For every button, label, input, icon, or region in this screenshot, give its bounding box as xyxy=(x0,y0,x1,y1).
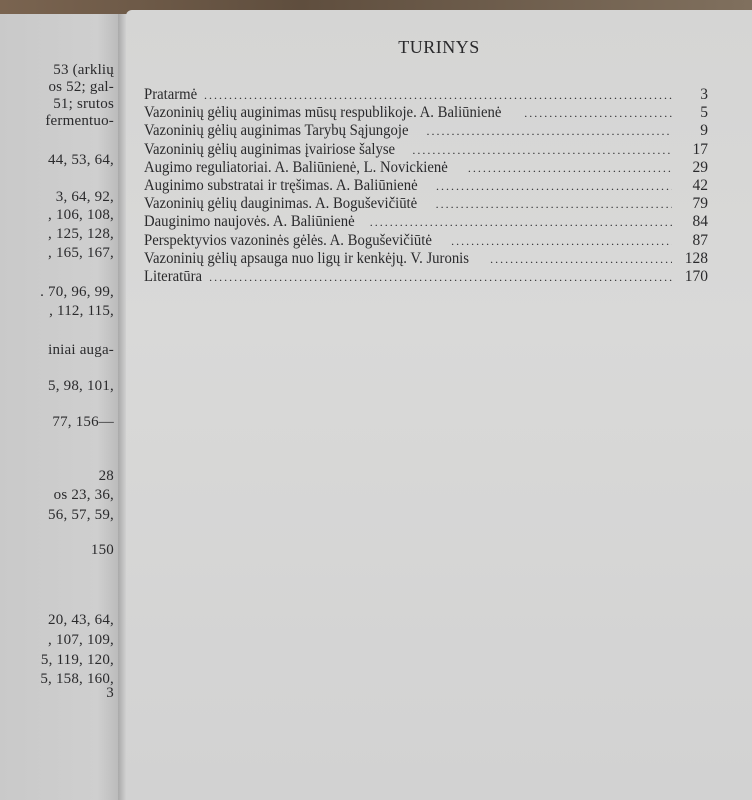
toc-entry-page: 128 xyxy=(684,249,708,267)
leader-dots xyxy=(451,232,672,250)
leader-dots xyxy=(524,104,672,122)
leader-dots xyxy=(426,122,672,140)
toc-entry-title: Vazoninių gėlių auginimas mūsų respublikoje. A. Baliūnienė xyxy=(144,104,502,122)
toc-entry xyxy=(144,177,708,195)
right-page xyxy=(126,10,752,800)
index-line: . 70, 96, 99, xyxy=(40,284,114,300)
toc-entry-title: Auginimo substratai ir tręšimas. A. Baliūnienė xyxy=(144,176,418,194)
leader-dots xyxy=(412,141,672,159)
index-line: , 112, 115, xyxy=(49,303,114,319)
index-line: 77, 156— xyxy=(52,414,114,430)
toc-entry-title: Literatūra xyxy=(144,267,203,285)
toc-entry-title: Dauginimo naujovės. A. Baliūnienė xyxy=(144,213,355,231)
toc-entry-page: 42 xyxy=(692,176,708,194)
toc-entry xyxy=(144,104,708,122)
index-line: 51; srutos xyxy=(53,96,114,112)
index-line: , 165, 167, xyxy=(48,245,114,261)
index-line: , 106, 108, xyxy=(48,207,114,223)
toc-entry-page: 5 xyxy=(700,104,708,122)
index-line: 3, 64, 92, xyxy=(55,189,114,205)
toc-entry xyxy=(144,195,708,213)
index-line: 5, 98, 101, xyxy=(48,378,114,394)
left-page xyxy=(0,14,122,800)
toc-entry-page: 9 xyxy=(700,122,708,140)
index-line: os 23, 36, xyxy=(53,487,114,503)
toc-entry-page: 29 xyxy=(692,158,708,176)
index-line: 56, 57, 59, xyxy=(48,507,114,523)
toc-entry-title: Vazoninių gėlių dauginimas. A. Boguševičiūtė xyxy=(144,195,418,213)
index-line: 5, 158, 160, xyxy=(40,671,114,687)
leader-dots xyxy=(436,177,672,195)
toc-entry xyxy=(144,86,708,104)
leader-dots xyxy=(490,250,672,268)
index-line: 3 xyxy=(106,685,114,701)
toc-entry-page: 17 xyxy=(692,140,708,158)
index-line: 28 xyxy=(98,468,114,484)
toc-entry-title: Vazoninių gėlių auginimas įvairiose šalyse xyxy=(144,140,396,158)
toc-entry-title: Perspektyvios vazoninės gėlės. A. Boguševičiūtė xyxy=(144,231,432,249)
index-line: fermentuo- xyxy=(45,113,114,129)
page-title: TURINYS xyxy=(398,37,480,57)
toc-entry xyxy=(144,159,708,177)
toc-entry xyxy=(144,250,708,268)
toc-entry-page: 170 xyxy=(684,267,708,285)
toc-entry-title: Vazoninių gėlių apsauga nuo ligų ir kenkėjų. V. Juronis xyxy=(144,249,470,267)
leader-dots xyxy=(209,268,672,286)
toc-entry-page: 79 xyxy=(692,195,708,213)
table-of-contents xyxy=(144,86,708,286)
index-line: 150 xyxy=(90,542,114,558)
toc-entry-page: 3 xyxy=(700,86,708,103)
index-line: , 107, 109, xyxy=(48,632,114,648)
index-line: 44, 53, 64, xyxy=(48,152,114,168)
toc-entry xyxy=(144,268,708,286)
toc-entry xyxy=(144,232,708,250)
index-line: , 125, 128, xyxy=(48,226,114,242)
toc-entry xyxy=(144,213,708,231)
leader-dots xyxy=(468,159,672,177)
index-line: os 52; gal- xyxy=(48,79,114,95)
index-line: iniai auga- xyxy=(48,342,114,358)
toc-entry-page: 84 xyxy=(692,213,708,231)
toc-entry xyxy=(144,122,708,140)
leader-dots xyxy=(204,86,672,104)
index-line: 53 (arklių xyxy=(53,62,114,78)
toc-entry xyxy=(144,141,708,159)
leader-dots xyxy=(370,213,672,231)
leader-dots xyxy=(436,195,672,213)
index-line: 5, 119, 120, xyxy=(40,652,114,668)
toc-entry-page: 87 xyxy=(692,231,708,249)
toc-entry-title: Pratarmė xyxy=(144,86,198,103)
toc-entry-title: Augimo reguliatoriai. A. Baliūnienė, L. Novickienė xyxy=(144,158,448,176)
toc-entry-title: Vazoninių gėlių auginimas Tarybų Sąjungoje xyxy=(144,122,409,140)
index-line: 20, 43, 64, xyxy=(48,612,114,628)
